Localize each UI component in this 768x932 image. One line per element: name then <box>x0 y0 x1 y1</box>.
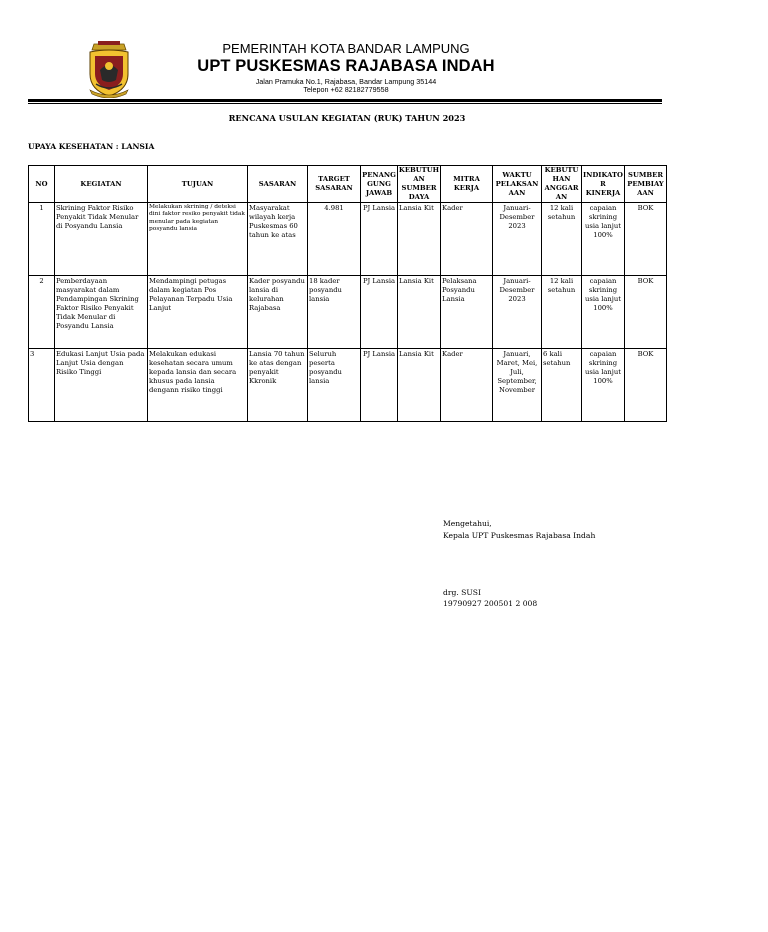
cell-tujuan: Melakukan skrining / deteksi dini faktor resiko penyakit tidak menular pada kegiatan posyandu lansia <box>148 203 248 276</box>
cell-indikator: capaian skrining usia lanjut 100% <box>582 349 625 422</box>
table-row <box>29 203 667 276</box>
signature-acknowledge: Mengetahui, <box>443 519 492 528</box>
address: Jalan Pramuka No.1, Rajabasa, Bandar Lampung 35144 <box>255 77 437 86</box>
cell-target: 18 kader posyandu lansia <box>308 276 361 349</box>
cell-sumber-daya: Lansia Kit <box>398 349 441 422</box>
cell-pembiayaan: BOK <box>625 203 667 276</box>
section-label: UPAYA KESEHATAN : LANSIA <box>28 142 155 151</box>
col-header-waktu: WAKTU PELAKSAN AAN <box>493 166 542 203</box>
cell-sasaran: Masyarakat wilayah kerja Puskesmas 60 tahun ke atas <box>248 203 308 276</box>
table-row <box>29 276 667 349</box>
cell-waktu: Januari-Desember 2023 <box>493 276 542 349</box>
cell-sumber-daya: Lansia Kit <box>398 276 441 349</box>
col-header-anggaran: KEBUTU HAN ANGGAR AN <box>542 166 582 203</box>
header-rule-thick <box>28 99 662 102</box>
government-name: PEMERINTAH KOTA BANDAR LAMPUNG <box>222 41 470 56</box>
table-header-row <box>29 166 667 203</box>
cell-no: 3 <box>29 349 55 422</box>
cell-tujuan: Melakukan edukasi kesehatan secara umum kepada lansia dan secara khusus pada lansia dengann risiko tinggi <box>148 349 248 422</box>
signature-name: drg. SUSI <box>443 588 481 597</box>
city-emblem-logo <box>86 40 132 98</box>
cell-tujuan: Mendampingi petugas dalam kegiatan Pos Pelayanan Terpadu Usia Lanjut <box>148 276 248 349</box>
cell-kegiatan: Edukasi Lanjut Usia pada Lanjut Usia dengan Risiko Tinggi <box>55 349 148 422</box>
cell-sumber-daya: Lansia Kit <box>398 203 441 276</box>
cell-sasaran: Kader posyandu lansia di kelurahan Rajabasa <box>248 276 308 349</box>
col-header-target: TARGET SASARAN <box>308 166 361 203</box>
cell-pj: PJ Lansia <box>361 276 398 349</box>
cell-indikator: capaian skrining usia lanjut 100% <box>582 276 625 349</box>
header-rule-thin <box>28 103 662 104</box>
cell-waktu: Januari-Desember 2023 <box>493 203 542 276</box>
cell-anggaran: 6 kali setahun <box>542 349 582 422</box>
cell-pj: PJ Lansia <box>361 203 398 276</box>
cell-mitra: Kader <box>441 349 493 422</box>
cell-mitra: Kader <box>441 203 493 276</box>
col-header-sumber-daya: KEBUTUH AN SUMBER DAYA <box>398 166 440 201</box>
col-header-pj: PENANG GUNG JAWAB <box>361 166 398 203</box>
cell-target: Seluruh peserta posyandu lansia <box>308 349 361 422</box>
signature-position: Kepala UPT Puskesmas Rajabasa Indah <box>443 531 596 540</box>
col-header-no: NO <box>29 166 55 203</box>
cell-waktu: Januari, Maret, Mei, Juli, September, November <box>493 349 542 422</box>
cell-no: 2 <box>29 276 55 349</box>
cell-kegiatan: Pemberdayaan masyarakat dalam Pendampingan Skrining Faktor Risiko Penyakit Tidak Menular di Posyandu Lansia <box>55 276 148 349</box>
cell-sasaran: Lansia 70 tahun ke atas dengan penyakit Kkronik <box>248 349 308 422</box>
col-header-tujuan: TUJUAN <box>148 166 248 203</box>
cell-target: 4.981 <box>308 203 361 276</box>
cell-anggaran: 12 kali setahun <box>542 276 582 349</box>
signature-nip: 19790927 200501 2 008 <box>443 599 538 608</box>
table-row <box>29 349 667 422</box>
cell-kegiatan: Skrining Faktor Risiko Penyakit Tidak Menular di Posyandu Lansia <box>55 203 148 276</box>
col-header-sasaran: SASARAN <box>248 166 308 203</box>
col-header-kegiatan: KEGIATAN <box>55 166 148 203</box>
col-header-mitra: MITRA KERJA <box>441 166 493 203</box>
phone: Telepon +62 82182779558 <box>303 85 389 94</box>
col-header-pembiayaan: SUMBER PEMBIAY AAN <box>625 166 667 203</box>
document-title: RENCANA USULAN KEGIATAN (RUK) TAHUN 2023 <box>228 113 466 123</box>
cell-pembiayaan: BOK <box>625 349 667 422</box>
institution-name: UPT PUSKESMAS RAJABASA INDAH <box>197 57 495 75</box>
ruk-table <box>28 165 667 422</box>
cell-indikator: capaian skrining usia lanjut 100% <box>582 203 625 276</box>
cell-pj: PJ Lansia <box>361 349 398 422</box>
cell-no: 1 <box>29 203 55 276</box>
col-header-indikator: INDIKATO R KINERJA <box>582 166 625 203</box>
cell-pembiayaan: BOK <box>625 276 667 349</box>
cell-mitra: Pelaksana Posyandu Lansia <box>441 276 493 349</box>
cell-anggaran: 12 kali setahun <box>542 203 582 276</box>
